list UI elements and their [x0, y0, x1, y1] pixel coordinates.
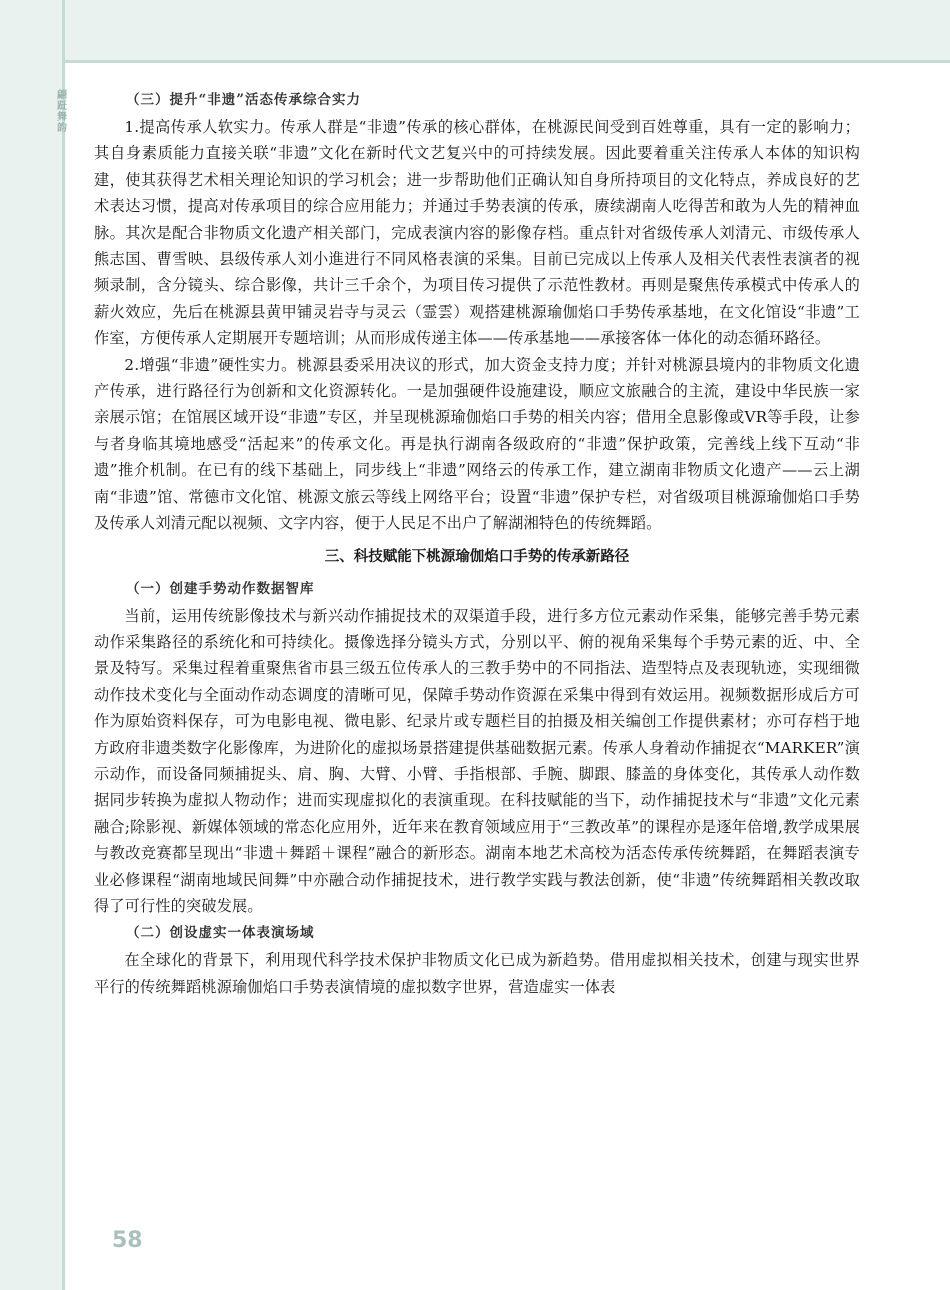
subheading-enhance-strength: （三）提升“非遗”活态传承综合实力	[126, 92, 362, 108]
margin-rule-horizontal	[62, 60, 950, 63]
subheading-virtual-stage: （二）创设虚实一体表演场域	[126, 925, 315, 942]
page-number: 58	[112, 1228, 143, 1253]
section-title-tech-empowerment: 三、科技赋能下桃源瑜伽焰口手势的传承新路径	[324, 548, 630, 565]
paragraph-virtual-world: 在全球化的背景下，利用现代科学技术保护非物质文化已成为新趋势。借用虚拟相关技术，创建与现实世界平行的传统舞蹈桃源瑜伽焰口手势表演情境的虚拟数字世界，营造虚实一体表	[94, 951, 860, 996]
margin-rule-vertical	[62, 0, 65, 1290]
article-body	[94, 86, 860, 1000]
top-margin-band	[62, 0, 950, 62]
paragraph-hard-power: 2.增强“非遗”硬性实力。桃源县委采用决议的形式，加大资金支持力度；并针对桃源县境内的非物质文化遗产传承，进行路径行为创新和文化资源转化。一是加强硬件设施建设，顺应文旅融合的主流，建设中华民族一家亲展示馆；在馆展区域开设“非遗”专区，并呈现桃源瑜伽焰口手势的相关内容；借用全息影像或VR等手段，让参与者身临其境地感受“活起来”的传承文化。再是执行湖南各级政府的“非遗”保护政策，完善线上线下互动“非遗”推介机制。在已有的线下基础上，同步线上“非遗”网络云的传承工作，建立湖南非物质文化遗产——云上湖南“非遗”馆、常德市文化馆、桃源文旅云等线上网络平台；设置“非遗”保护专栏，对省级项目桃源瑜伽焰口手势及传承人刘清元配以视频、文字内容，便于人民足不出户了解湖湘特色的传统舞蹈。	[94, 355, 860, 533]
left-margin-band	[0, 0, 62, 1290]
paragraph-motion-capture: 当前，运用传统影像技术与新兴动作捕捉技术的双渠道手段，进行多方位元素动作采集，能够完善手势元素动作采集路径的系统化和可持续化。摄像选择分镜头方式，分别以平、俯的视角采集每个手势元素的近、中、全景及特写。采集过程着重聚焦省市县三级五位传承人的三教手势中的不同指法、造型特点及表现轨迹，实现细微动作技术变化与全面动作动态调度的清晰可见，保障手势动作资源在采集中得到有效运用。视频数据形成后方可作为原始资料保存，可为电影电视、微电影、纪录片或专题栏目的拍摄及相关编创工作提供素材；亦可存档于地方政府非遗类数字化影像库，为进阶化的虚拟场景搭建提供基础数据元素。传承人身着动作捕捉衣“MARKER”演示动作，而设备同频捕捉头、肩、胸、大臂、小臂、手指根部、手腕、脚跟、膝盖的身体变化，其传承人动作数据同步转换为虚拟人物动作；进而实现虚拟化的表演重现。在科技赋能的当下，动作捕捉技术与“非遗”文化元素融合;除影视、新媒体领域的常态化应用外，近年来在教育领域应用于“三教改革”的课程亦是逐年倍增,教学成果展与教改竞赛都呈现出“非遗＋舞蹈＋课程”融合的新形态。湖南本地艺术高校为活态传承传统舞蹈，在舞蹈表演专业必修课程“湖南地域民间舞”中亦融合动作捕捉技术，进行教学实践与教法创新，使“非遗”传统舞蹈相关教改取得了可行性的突破发展。	[94, 606, 860, 915]
subheading-data-bank: （一）创建手势动作数据智库	[126, 580, 315, 597]
journal-section-label: 翩跹舞韵	[57, 90, 67, 134]
paragraph-inheritor-soft-power: 1.提高传承人软实力。传承人群是“非遗”传承的核心群体，在桃源民间受到百姓尊重，具有一定的影响力；其自身素质能力直接关联“非遗”文化在新时代文艺复兴中的可持续发展。因此要着重关注传承人本体的知识构建，使其获得艺术相关理论知识的学习机会；进一步帮助他们正确认知自身所持项目的文化特点，养成良好的艺术表达习惯，提高对传承项目的综合应用能力；并通过手势表演的传承，赓续湖南人吃得苦和敢为人先的精神血脉。其次是配合非物质文化遗产相关部门，完成表演内容的影像存档。重点针对省级传承人刘清元、市级传承人熊志国、曹雪映、县级传承人刘小進进行不同风格表演的采集。目前已完成以上传承人及相关代表性表演者的视频录制，含分镜头、综合影像，共计三千余个，为项目传习提供了示范性教材。再则是聚焦传承模式中传承人的薪火效应，先后在桃源县黄甲铺灵岩寺与灵云（霊雲）观搭建桃源瑜伽焰口手势传承基地，在文化馆设“非遗”工作室，方便传承人定期展开专题培训；从而形成传递主体——传承基地——承接客体一体化的动态循环路径。	[94, 118, 860, 348]
